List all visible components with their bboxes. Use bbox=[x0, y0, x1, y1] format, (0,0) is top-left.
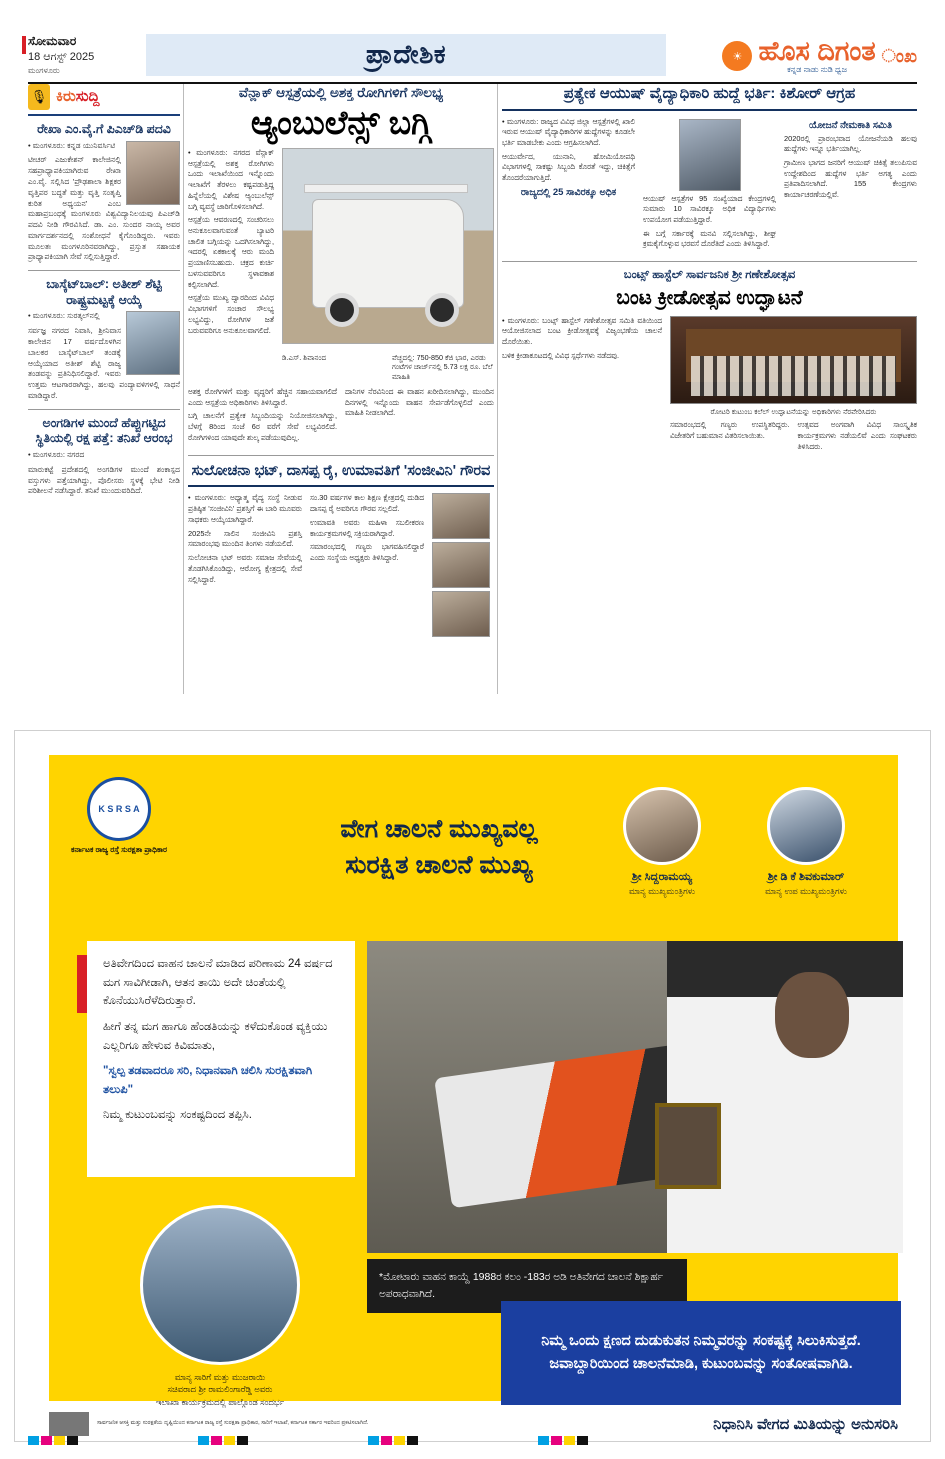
main-story-photo bbox=[282, 148, 494, 344]
story3-photo-strip bbox=[432, 493, 494, 637]
ambulance-buggy-vehicle bbox=[312, 199, 463, 308]
ad-slogan-line-2: ಸುರಕ್ಷಿತ ಚಾಲನೆ ಮುಖ್ಯ bbox=[345, 851, 533, 880]
ad-yellow-panel bbox=[49, 755, 898, 1407]
ad-footer-fine-print: ಸಾರ್ವಜನಿಕ ಆಸಕ್ತಿ ಮತ್ತು ಸುರಕ್ಷತೆಯ ದೃಷ್ಟಿಯಿಂದ ಕರ್ನಾಟಕ ರಾಜ್ಯ ರಸ್ತೆ ಸುರಕ್ಷತಾ ಪ್ರಾಧಿಕಾರ, ಸಾರಿಗೆ ಇಲಾಖೆ, ಕರ್ನಾಟಕ ಸರ್ಕಾರ ಇವರಿಂದ ಪ್ರಕಟಿಸಲಾಗಿದೆ. bbox=[97, 1420, 369, 1427]
reg-mark-magenta bbox=[551, 1436, 562, 1445]
reg-mark-yellow bbox=[564, 1436, 575, 1445]
ad-minister-photo-block bbox=[95, 1205, 345, 1407]
briefs-title-a: ಕಿರು bbox=[56, 88, 76, 105]
section-title: ಪ್ರಾದೇಶಿಕ bbox=[365, 39, 447, 69]
reg-mark-magenta bbox=[211, 1436, 222, 1445]
reg-marks-group bbox=[538, 1436, 588, 1445]
main-paragraph: • ಮಂಗಳೂರು: ನಗರದ ವೆನ್ಲಾಕ್ ಆಸ್ಪತ್ರೆಯಲ್ಲಿ ಅಶಕ್ತ ರೋಗಿಗಳು ಒಂದು ಇಲಾಖೆಯಿಂದ ಇನ್ನೊಂದು ಇಲಾಖೆಗೆ ತೆರಳಲು ಕಷ್ಟಪಡುತ್ತಿದ್ದ ಹಿನ್ನೆಲೆಯಲ್ಲಿ ವಿಶೇಷ ಆ್ಯಂಬುಲೆನ್ಸ್ ಬಗ್ಗಿ ವ್ಯವಸ್ಥೆ ಜಾರಿಗೊಳಿಸಲಾಗಿದೆ. bbox=[188, 147, 274, 211]
masthead bbox=[28, 34, 917, 80]
masthead-day: ಸೋಮವಾರ bbox=[28, 34, 77, 48]
leader-avatar bbox=[767, 787, 845, 865]
reg-mark-black bbox=[577, 1436, 588, 1445]
minister-caption-line1: ಮಾನ್ಯ ಸಾರಿಗೆ ಮತ್ತು ಮುಜರಾಯಿ bbox=[174, 1372, 266, 1382]
ad-leader-portraits bbox=[602, 787, 866, 897]
story3-col-a bbox=[188, 493, 302, 637]
leader-card bbox=[746, 787, 866, 897]
ad-main-photo bbox=[367, 941, 903, 1253]
story4-kicker: ಬಂಟ್ಸ್ ಹಾಸ್ಟೆಲ್ ಸಾರ್ವಜನಿಕ ಶ್ರೀ ಗಣೇಶೋತ್ಸವ bbox=[623, 269, 796, 282]
reg-mark-cyan bbox=[538, 1436, 549, 1445]
reg-marks-group bbox=[198, 1436, 248, 1445]
award-winner-photo bbox=[432, 591, 490, 637]
brief-lead: • ಮಂಗಳೂರು: ನಗರದ bbox=[28, 449, 85, 459]
emblem-caption: ಕರ್ನಾಟಕ ರಾಜ್ಯ ರಸ್ತೆ ಸುರಕ್ಷತಾ ಪ್ರಾಧಿಕಾರ bbox=[71, 845, 167, 854]
story-divider bbox=[188, 455, 494, 456]
reg-mark-black bbox=[67, 1436, 78, 1445]
minister-caption-line3: ಇಲಾಖಾ ಕಾರ್ಯಕ್ರಮದಲ್ಲಿ ಪಾಲ್ಗೊಂಡ ಸಂದರ್ಭ bbox=[155, 1396, 285, 1407]
main-story-col-b bbox=[188, 387, 337, 447]
story4-col-c bbox=[798, 420, 918, 455]
ad-message-p2: ಹೀಗೆ ತನ್ನ ಮಗ ಹಾಗೂ ಹೆಂಡತಿಯನ್ನು ಕಳೆದುಕೊಂಡ ವ್ಯಕ್ತಿಯು ಎಲ್ಲರಿಗೂ ಹೇಳುವ ಕಿವಿಮಾತು, bbox=[103, 1020, 328, 1052]
publication-mark: ಂಖ bbox=[881, 45, 917, 66]
leader-name: ಶ್ರೀ ಸಿದ್ದರಾಮಯ್ಯ bbox=[631, 871, 693, 883]
story4-headline: ಬಂಟ ಕ್ರೀಡೋತ್ಸವ ಉದ್ಘಾಟನೆ bbox=[616, 286, 803, 309]
minister-photo bbox=[140, 1205, 300, 1365]
reg-mark-black bbox=[237, 1436, 248, 1445]
masthead-date: 18 ಆಗಸ್ಟ್ 2025 bbox=[28, 51, 95, 63]
story4-col-a bbox=[502, 316, 662, 456]
masthead-place: ಮಂಗಳೂರು bbox=[28, 66, 60, 75]
column-main-story bbox=[188, 84, 494, 637]
brief-headline: ಅಂಗಡಿಗಳ ಮುಂದೆ ಹೆಪ್ಪುಗಟ್ಟಿದ ಸ್ಥಿತಿಯಲ್ಲಿ ರಕ್ಷ ಪತ್ತೆ: ತನಿಖೆ ಆರಂಭ bbox=[35, 415, 173, 446]
story2-headline: ಪ್ರತ್ಯೇಕ ಆಯುಷ್ ವೈದ್ಯಾಧಿಕಾರಿ ಹುದ್ದೆ ಭರ್ತಿ: ಕಿಶೋರ್ ಆಗ್ರಹ bbox=[563, 85, 856, 102]
story2-paragraph: ಗ್ರಾಮೀಣ ಭಾಗದ ಜನರಿಗೆ ಆಯುಷ್ ಚಿಕಿತ್ಸೆ ತಲುಪಿಸುವ ಉದ್ದೇಶದಿಂದ ಹುದ್ದೆಗಳ ಭರ್ತಿ ಅಗತ್ಯ ಎಂದು ಪ್ರತಿಪಾದಿಸಲಾಗಿದೆ. 155 ಕೇಂದ್ರಗಳು ಕಾರ್ಯಾಚರಣೆಯಲ್ಲಿವೆ. bbox=[784, 157, 917, 200]
red-tab-accent bbox=[77, 955, 87, 1013]
reg-mark-magenta bbox=[381, 1436, 392, 1445]
ad-legal-note-text: *ಮೋಟಾರು ವಾಹನ ಕಾಯ್ದೆ 1988ರ ಕಲಂ -183ರ ಅಡಿ ಅತಿವೇಗದ ಚಾಲನೆ ಶಿಕ್ಷಾರ್ಹ ಅಪರಾಧವಾಗಿದೆ. bbox=[379, 1271, 664, 1300]
main-paragraph: ದಾನಿಗಳ ನೆರವಿನಿಂದ ಈ ವಾಹನ ಖರೀದಿಸಲಾಗಿದ್ದು, ಮುಂದಿನ ದಿನಗಳಲ್ಲಿ ಇನ್ನೊಂದು ವಾಹನ ಸೇರ್ಪಡೆಗೊಳ್ಳಲಿದೆ ಎಂದು ಮಾಹಿತಿ ನೀಡಲಾಗಿದೆ. bbox=[345, 386, 494, 418]
story3-paragraph: ಸಂ.30 ವರ್ಷಗಳ ಕಾಲ ಶಿಕ್ಷಣ ಕ್ಷೇತ್ರದಲ್ಲಿ ದುಡಿದ ದಾಸಪ್ಪ ರೈ ಅವರಿಗೂ ಗೌರವ ಸಲ್ಲಲಿದೆ. bbox=[310, 493, 424, 514]
advertisement-road-safety bbox=[14, 730, 931, 1442]
brief-lead: • ಮಂಗಳೂರು: ಕನ್ನಡ ಯುನಿವರ್ಸಿಟಿ bbox=[28, 140, 116, 150]
main-kicker: ವೆನ್ಲಾಕ್ ಆಸ್ಪತ್ರೆಯಲ್ಲಿ ಅಶಕ್ತ ರೋಗಿಗಳಿಗೆ ಸೌಲಭ್ಯ bbox=[238, 85, 444, 100]
section-title-banner bbox=[146, 34, 666, 76]
leader-card bbox=[602, 787, 722, 897]
reg-mark-cyan bbox=[28, 1436, 39, 1445]
government-building-icon bbox=[49, 1412, 89, 1436]
ad-message-box bbox=[87, 941, 355, 1177]
column-divider bbox=[497, 84, 498, 694]
story2-paragraph: • ಮಂಗಳೂರು: ರಾಜ್ಯದ ವಿವಿಧ ಜಿಲ್ಲಾ ಆಸ್ಪತ್ರೆಗಳಲ್ಲಿ ಖಾಲಿ ಇರುವ ಆಯುಷ್ ವೈದ್ಯಾಧಿಕಾರಿಗಳ ಹುದ್ದೆಗಳನ್ನು ಕೂಡಲೇ ಭರ್ತಿ ಮಾಡಬೇಕು ಎಂದು ಆಗ್ರಹಿಸಲಾಗಿದೆ. bbox=[502, 116, 635, 147]
main-headline: ಆ್ಯಂಬುಲೆನ್ಸ್ ಬಗ್ಗಿ bbox=[250, 104, 432, 142]
reg-mark-cyan bbox=[198, 1436, 209, 1445]
story3-paragraph: ಸುಲೋಚನಾ ಭಟ್ ಅವರು ಸಮಾಜ ಸೇವೆಯಲ್ಲಿ ತೊಡಗಿಸಿಕೊಂಡಿದ್ದು, ಆರೋಗ್ಯ ಕ್ಷೇತ್ರದಲ್ಲಿ ಸೇವೆ ಸಲ್ಲಿಸಿದ್ದಾರೆ. bbox=[188, 553, 302, 584]
minister-caption-line2: ಸಚಿವರಾದ ಶ್ರೀ ರಾಮಲಿಂಗಾರೆಡ್ಡಿ ಅವರು bbox=[167, 1384, 273, 1395]
reg-mark-magenta bbox=[41, 1436, 52, 1445]
column-divider bbox=[183, 84, 184, 694]
brief-divider bbox=[28, 409, 180, 410]
story2-paragraph: 2020ರಲ್ಲಿ ಪ್ರಾರಂಭವಾದ ಯೋಜನೆಯಡಿ ಹಲವು ಹುದ್ದೆಗಳು ಇನ್ನೂ ಭರ್ತಿಯಾಗಿಲ್ಲ. bbox=[784, 133, 917, 154]
color-registration-bar bbox=[28, 1436, 917, 1445]
article-grid bbox=[28, 84, 917, 714]
brief-body: ಸರ್ವಜ್ಞ ನಗರದ ನಿವಾಸಿ, ಶ್ರೀನಿವಾಸ ಕಾಲೇಜಿನ 17 ವರ್ಷದೊಳಗಿನ ಬಾಲಕರ ಬಾಸ್ಕೆಟ್‌ಬಾಲ್ ತಂಡಕ್ಕೆ ಆಯ್ಕೆಯಾದ ಅತೀಶ್ ಶೆಟ್ಟಿ ರಾಜ್ಯ ತಂಡವನ್ನು ಪ್ರತಿನಿಧಿಸಲಿದ್ದಾರೆ. ಇವರು ಉತ್ತಮ ಆಟಗಾರರಾಗಿದ್ದು, ಹಲವು ಪಂದ್ಯಾವಳಿಗಳಲ್ಲಿ ಸಾಧನೆ ಮಾಡಿದ್ದಾರೆ. bbox=[28, 326, 180, 400]
reg-marks-group bbox=[368, 1436, 418, 1445]
award-winner-photo bbox=[432, 493, 490, 539]
photo-caption-right: ವೆಚ್ಚದಲ್ಲಿ: 750-850 ಕೆಜಿ ಭಾರ, ಎರಡು ಗಂಟೆಗಳ ಚಾರ್ಜ್‌ನಲ್ಲಿ 5.73 ಲಕ್ಷ ರೂ. ಬೆಲೆ ಮಾಹಿತಿ bbox=[392, 352, 493, 381]
story4-photo-caption: ರೋಟರಿ ಕುಟುಂಬ ಕಲೆಲ್ ಉದ್ಘಾಟನೆಯನ್ನು ಅಧಿಕಾರಿಗಳು ನೆರವೇರಿಸಿದರು bbox=[710, 406, 877, 416]
story3-rule bbox=[188, 485, 494, 487]
reg-mark-black bbox=[407, 1436, 418, 1445]
buggy-canopy bbox=[304, 184, 468, 193]
minister-caption bbox=[95, 1371, 345, 1408]
story2-paragraph: ಆಯುರ್ವೇದ, ಯುನಾನಿ, ಹೋಮಿಯೋಪಥಿ ವಿಭಾಗಗಳಲ್ಲಿ ಸಾಕಷ್ಟು ಸಿಬ್ಬಂದಿ ಕೊರತೆ ಇದ್ದು, ಚಿಕಿತ್ಸೆಗೆ ತೊಂದರೆಯಾಗುತ್ತಿದೆ. bbox=[502, 151, 635, 183]
reg-mark-yellow bbox=[54, 1436, 65, 1445]
main-paragraph: ಬಗ್ಗಿ ಚಾಲನೆಗೆ ಪ್ರತ್ಯೇಕ ಸಿಬ್ಬಂದಿಯನ್ನು ನಿಯೋಜಿಸಲಾಗಿದ್ದು, ಬೆಳಗ್ಗೆ 8ರಿಂದ ಸಂಜೆ 6ರ ವರೆಗೆ ಸೇವೆ ಲಭ್ಯವಿರಲಿದೆ. ರೋಗಿಗಳಿಂದ ಯಾವುದೇ ಶುಲ್ಕ ಪಡೆಯುವುದಿಲ್ಲ. bbox=[188, 411, 337, 442]
ad-slogan bbox=[229, 811, 649, 884]
emblem-icon: K S R S A bbox=[87, 777, 151, 841]
main-story-col-left bbox=[188, 148, 274, 381]
briefs-title-b: ಸುದ್ದಿ bbox=[75, 88, 100, 105]
brief-photo bbox=[126, 311, 180, 375]
man-head bbox=[775, 972, 849, 1058]
story2-col-c bbox=[784, 117, 917, 254]
story3-paragraph: • ಮಂಗಳೂರು: ಅಧ್ಯಾತ್ಮ ವೈದ್ಯ ಸಂಸ್ಥೆ ನೀಡುವ ಪ್ರತಿಷ್ಠಿತ 'ಸಂಜೀವಿನಿ' ಪ್ರಶಸ್ತಿಗೆ ಈ ಬಾರಿ ಮೂವರು ಸಾಧಕರು ಆಯ್ಕೆಯಾಗಿದ್ದಾರೆ. bbox=[188, 493, 302, 524]
story2-col-a bbox=[502, 117, 635, 254]
story4-col-b bbox=[670, 420, 790, 455]
publication-tagline: ಕನ್ನಡ ನಾಡು ನುಡಿ ಧ್ವಜ bbox=[787, 64, 847, 74]
ad-blue-message-text: ನಿಮ್ಮ ಒಂದು ಕ್ಷಣದ ದುಡುಕುತನ ನಿಮ್ಮವರನ್ನು ಸಂಕಷ್ಟಕ್ಕೆ ಸಿಲುಕಿಸುತ್ತದೆ. ಜವಾಬ್ದಾರಿಯಿಂದ ಚಾಲನೆಮಾಡಿ, ಕುಟುಂಬವನ್ನು ಸಂತೋಷವಾಗಿಡಿ. bbox=[541, 1332, 861, 1372]
brief-body: ಮಾರುಕಟ್ಟೆ ಪ್ರದೇಶದಲ್ಲಿ ಅಂಗಡಿಗಳ ಮುಂದೆ ಶಂಕಾಸ್ಪದ ವಸ್ತುಗಳು ಪತ್ತೆಯಾಗಿದ್ದು, ಪೊಲೀಸರು ಸ್ಥಳಕ್ಕೆ ಭೇಟಿ ನೀಡಿ ಪರಿಶೀಲನೆ ನಡೆಸಿದ್ದಾರೆ. ತನಿಖೆ ಮುಂದುವರಿದಿದೆ. bbox=[28, 464, 180, 496]
sun-icon: ☀ bbox=[722, 41, 752, 71]
ad-slogan-line-1: ವೇಗ ಚಾಲನೆ ಮುಖ್ಯವಲ್ಲ bbox=[340, 815, 538, 843]
reg-mark-yellow bbox=[224, 1436, 235, 1445]
ad-blue-message-box bbox=[501, 1301, 901, 1405]
story-divider bbox=[502, 261, 917, 262]
story4-paragraph: ಬಳಿಕ ಕ್ರೀಡಾಕೂಟದಲ್ಲಿ ವಿವಿಧ ಸ್ಪರ್ಧೆಗಳು ನಡೆದವು. bbox=[502, 350, 620, 360]
microphone-icon: 🎙 bbox=[28, 84, 50, 110]
reg-mark-cyan bbox=[368, 1436, 379, 1445]
brief-item bbox=[28, 416, 180, 497]
main-paragraph: ಆಸ್ಪತ್ರೆಯ ಮುಖ್ಯ ದ್ವಾರದಿಂದ ವಿವಿಧ ವಿಭಾಗಗಳಿಗೆ ಸಂಚಾರ ಸೌಲಭ್ಯ ಲಭ್ಯವಿದ್ದು, ರೋಗಿಗಳ ಜತೆ ಬರುವವರಿಗೂ ಅನುಕೂಲವಾಗಲಿದೆ. bbox=[188, 293, 274, 335]
story4-paragraph: • ಮಂಗಳೂರು: ಬಂಟ್ಸ್ ಹಾಸ್ಟೆಲ್ ಗಣೇಶೋತ್ಸವ ಸಮಿತಿ ವತಿಯಿಂದ ಆಯೋಜಿಸಲಾದ ಬಂಟ ಕ್ರೀಡೋತ್ಸವಕ್ಕೆ ವಿಜೃಂಭಣೆಯ ಚಾಲನೆ ದೊರೆಯಿತು. bbox=[502, 315, 662, 347]
brief-body: ಟೀಚರ್ ಎಜುಕೇಶನ್ ಕಾಲೇಜಿನಲ್ಲಿ ಸಹಪ್ರಾಧ್ಯಾಪಕಿಯಾಗಿರುವ ರೇಖಾ ಎಂ.ವೈ. ಸಲ್ಲಿಸಿದ 'ಪ್ರೌಢಶಾಲಾ ಶಿಕ್ಷಕರ ವೃತ್ತಿಪರ ಬದ್ಧತೆ ಮತ್ತು ವೃತ್ತಿ ಸಂತೃಪ್ತಿ ಕುರಿತ ಅಧ್ಯಯನ' ಎಂಬ ಮಹಾಪ್ರಬಂಧಕ್ಕೆ ಮಂಗಳೂರು ವಿಶ್ವವಿದ್ಯಾನಿಲಯವು ಪಿಎಚ್‌ಡಿ ಪದವಿ ನೀಡಿ ಗೌರವಿಸಿದೆ. ಡಾ. ಎಂ. ಸುಂದರ ನಾಯ್ಕ ಅವರ ಮಾರ್ಗದರ್ಶನದಲ್ಲಿ ಸಂಶೋಧನೆ ಕೈಗೊಂಡಿದ್ದರು. ಇವರು ಮೂಲತಃ ಮಂಗಳೂರಿನವರಾಗಿದ್ದು, ಪ್ರಸ್ತುತ ಸಹಾಯಕ ಪ್ರಾಧ್ಯಾಪಕಿಯಾಗಿ ಸೇವೆ ಸಲ್ಲಿಸುತ್ತಿದ್ದಾರೆ. bbox=[28, 155, 180, 262]
leader-avatar bbox=[623, 787, 701, 865]
story2-paragraph: ಆಯುಷ್ ಆಸ್ಪತ್ರೆಗಳ 95 ಸಂಖ್ಯೆಯಾದ ಕೇಂದ್ರಗಳಲ್ಲಿ ಸುಮಾರು 10 ಸಾವಿರಕ್ಕೂ ಅಧಿಕ ವಿದ್ಯಾರ್ಥಿಗಳು ಉಪಯೋಗ ಪಡೆಯುತ್ತಿದ್ದಾರೆ. bbox=[643, 193, 776, 224]
reg-marks-group bbox=[28, 1436, 78, 1445]
story4-paragraph: ಸಮಾರಂಭದಲ್ಲಿ ಗಣ್ಯರು ಉಪಸ್ಥಿತರಿದ್ದರು. ವಿಜೇತರಿಗೆ ಬಹುಮಾನ ವಿತರಿಸಲಾಯಿತು. bbox=[670, 420, 790, 440]
brief-item bbox=[28, 122, 180, 263]
main-paragraph: ಅಶಕ್ತ ರೋಗಿಗಳಿಗೆ ಮತ್ತು ವೃದ್ಧರಿಗೆ ಹೆಚ್ಚಿನ ಸಹಾಯವಾಗಲಿದೆ ಎಂದು ಆಸ್ಪತ್ರೆಯ ಅಧಿಕಾರಿಗಳು ತಿಳಿಸಿದ್ದಾರೆ. bbox=[188, 386, 337, 407]
story2-col-b bbox=[643, 117, 776, 254]
brief-item bbox=[28, 277, 180, 402]
brief-divider bbox=[28, 270, 180, 271]
story4-photo bbox=[670, 316, 917, 404]
ad-message-p1: ಅತಿವೇಗದಿಂದ ವಾಹನ ಚಾಲನೆ ಮಾಡಿದ ಪರಿಣಾಮ 24 ವರ್ಷದ ಮಗ ಸಾವಿಗೀಡಾಗಿ, ಆತನ ತಾಯಿ ಅದೇ ಚಿಂತೆಯಲ್ಲಿ ಕೊನೆಯುಸಿರೆಳೆದಿರುತ್ತಾರೆ. bbox=[103, 958, 333, 1008]
brief-headline: ರೇಖಾ ಎಂ.ವೈ.ಗೆ ಪಿಎಚ್‌ಡಿ ಪದವಿ bbox=[37, 122, 171, 136]
story3-headline: ಸುಲೋಚನಾ ಭಟ್, ದಾಸಪ್ಪ ರೈ, ಉಮಾವತಿಗೆ 'ಸಂಜೀವಿನಿ' ಗೌರವ bbox=[191, 462, 491, 479]
ad-message-quote: "ಸ್ವಲ್ಪ ತಡವಾದರೂ ಸರಿ, ನಿಧಾನವಾಗಿ ಚಲಿಸಿ ಸುರಕ್ಷಿತವಾಗಿ ತಲುಪಿ" bbox=[103, 1065, 313, 1096]
column-secondary bbox=[502, 84, 917, 455]
leader-role: ಮಾನ್ಯ ಉಪ ಮುಖ್ಯಮಂತ್ರಿಗಳು bbox=[765, 886, 847, 896]
story3-col-b bbox=[310, 493, 424, 637]
story4-paragraph: ಉತ್ಸವದ ಅಂಗವಾಗಿ ವಿವಿಧ ಸಾಂಸ್ಕೃತಿಕ ಕಾರ್ಯಕ್ರಮಗಳು ನಡೆಯಲಿವೆ ಎಂದು ಸಂಘಟಕರು ತಿಳಿಸಿದರು. bbox=[797, 420, 917, 451]
story3-paragraph: 2025ನೇ ಸಾಲಿನ ಸಂಜೀವಿನಿ ಪ್ರಶಸ್ತಿ ಸಮಾರಂಭವು ಮುಂದಿನ ತಿಂಗಳು ನಡೆಯಲಿದೆ. bbox=[188, 528, 302, 549]
ad-message-p3: ನಿಮ್ಮ ಕುಟುಂಬವನ್ನು ಸಂಕಷ್ಟದಿಂದ ತಪ್ಪಿಸಿ. bbox=[103, 1109, 252, 1122]
publication-logo bbox=[667, 30, 917, 82]
story2-rule bbox=[502, 109, 917, 111]
official-portrait bbox=[679, 119, 741, 191]
brief-headline: ಬಾಸ್ಕೆಟ್‌ಬಾಲ್: ಅತೀಶ್ ಶೆಟ್ಟಿ ರಾಷ್ಟ್ರಮಟ್ಟಕ್ಕೆ ಆಯ್ಕೆ bbox=[46, 277, 162, 307]
story2-subhead-2: ಯೋಜನೆ ನೇಮಕಾತಿ ಸಮಿತಿ bbox=[808, 119, 892, 131]
brief-photo bbox=[126, 141, 180, 205]
publication-name: ಹೊಸ ದಿಗಂತ bbox=[758, 35, 876, 66]
main-story-col-c bbox=[345, 387, 494, 447]
main-paragraph: ಆಸ್ಪತ್ರೆಯ ಆವರಣದಲ್ಲಿ ಸಂಚರಿಸಲು ಅನುಕೂಲವಾಗುವಂತೆ ಬ್ಯಾಟರಿ ಚಾಲಿತ ಬಗ್ಗಿಯನ್ನು ಒದಗಿಸಲಾಗಿದ್ದು, ಇದರಲ್ಲಿ ಏಕಕಾಲಕ್ಕೆ ಆರು ಮಂದಿ ಪ್ರಯಾಣಿಸಬಹುದು. ಚಕ್ರದ ಕುರ್ಚಿ ಬಳಸುವವರಿಗೂ ಸ್ಥಳಾವಕಾಶ ಕಲ್ಪಿಸಲಾಗಿದೆ. bbox=[188, 215, 274, 289]
story2-paragraph: ಈ ಬಗ್ಗೆ ಸರ್ಕಾರಕ್ಕೆ ಮನವಿ ಸಲ್ಲಿಸಲಾಗಿದ್ದು, ಶೀಘ್ರ ಕ್ರಮಕೈಗೊಳ್ಳುವ ಭರವಸೆ ದೊರೆತಿದೆ ಎಂದು ತಿಳಿಸಿದ್ದಾರೆ. bbox=[643, 228, 776, 249]
ad-authority-emblem bbox=[71, 777, 167, 855]
red-accent-bar bbox=[22, 36, 26, 54]
masthead-date-block bbox=[28, 34, 148, 80]
column-briefs bbox=[28, 84, 180, 501]
story2-subhead: ರಾಜ್ಯದಲ್ಲಿ 25 ಸಾವಿರಕ್ಕೂ ಅಧಿಕ bbox=[520, 186, 617, 198]
leader-name: ಶ್ರೀ ಡಿ ಕೆ ಶಿವಕುಮಾರ್ bbox=[767, 871, 845, 883]
photo-caption-left: ಡಿ.ಎಸ್. ಶಿವಾನಂದ bbox=[282, 352, 327, 362]
reg-mark-yellow bbox=[394, 1436, 405, 1445]
brief-lead: • ಮಂಗಳೂರು: ಸುರತ್ಕಲ್‌ನಲ್ಲಿ bbox=[28, 311, 100, 321]
briefs-header bbox=[28, 84, 180, 116]
photo-group-of-people bbox=[691, 356, 897, 396]
story3-paragraph: ಉಮಾವತಿ ಅವರು ಮಹಿಳಾ ಸಬಲೀಕರಣ ಕಾರ್ಯಕ್ರಮಗಳಲ್ಲಿ ಸಕ್ರಿಯರಾಗಿದ್ದಾರೆ. bbox=[310, 517, 424, 538]
ad-footer-slogan: ನಿಧಾನಿಸಿ ವೇಗದ ಮಿತಿಯನ್ನು ಅನುಸರಿಸಿ bbox=[713, 1415, 898, 1433]
award-winner-photo bbox=[432, 542, 490, 588]
leader-role: ಮಾನ್ಯ ಮುಖ್ಯಮಂತ್ರಿಗಳು bbox=[628, 886, 696, 896]
story3-paragraph: ಸಮಾರಂಭದಲ್ಲಿ ಗಣ್ಯರು ಭಾಗವಹಿಸಲಿದ್ದಾರೆ ಎಂದು ಸಂಸ್ಥೆಯ ಅಧ್ಯಕ್ಷರು ತಿಳಿಸಿದ್ದಾರೆ. bbox=[310, 542, 424, 563]
memorial-photo-frame bbox=[655, 1103, 721, 1189]
